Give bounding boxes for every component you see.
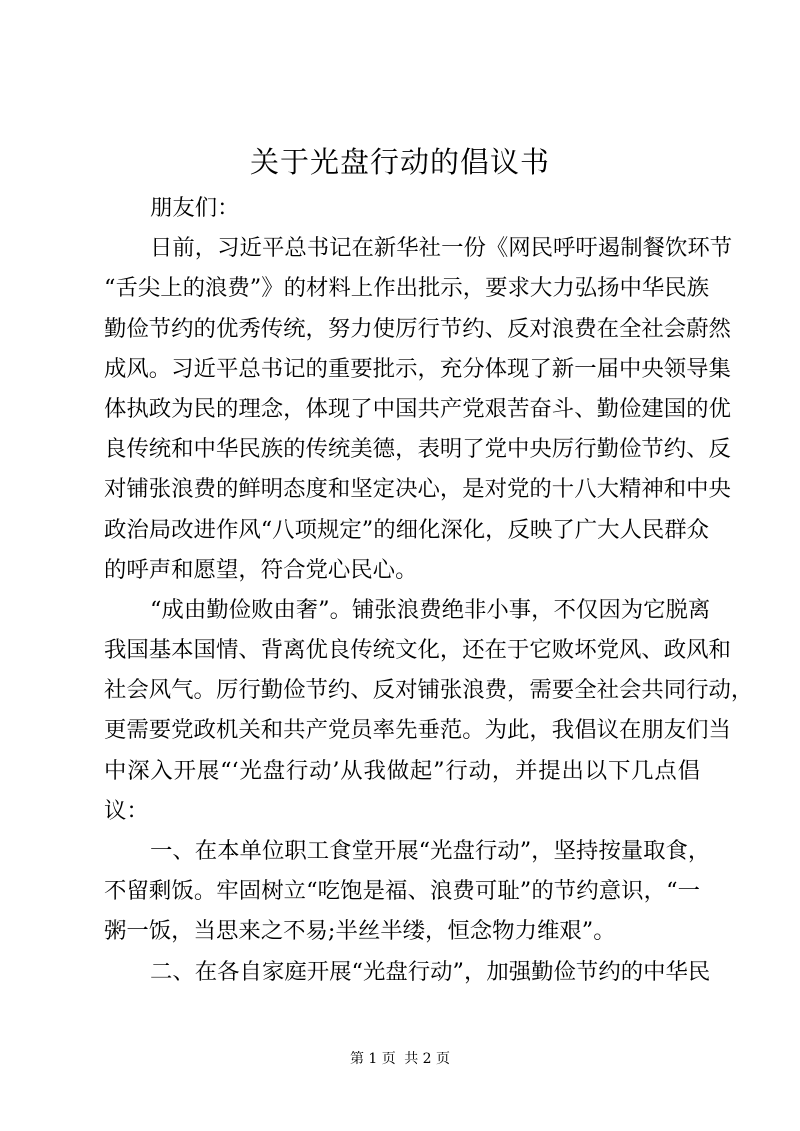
paragraph-line: 的呼声和愿望，符合党心民心。 xyxy=(104,556,418,583)
paragraph-line: 议： xyxy=(104,797,149,824)
paragraph-2 xyxy=(104,590,754,831)
paragraph-line: 社会风气。厉行勤俭节约、反对铺张浪费，需要全社会共同行动， xyxy=(104,677,754,704)
paragraph-line: 我国基本国情、背离优良传统文化，还在于它败坏党风、政风和 xyxy=(104,637,731,664)
paragraph-line: 不留剩饭。牢固树立“吃饱是福、浪费可耻”的节约意识，“一 xyxy=(104,878,700,905)
paragraph-line: 成风。习近平总书记的重要批示，充分体现了新一届中央领导集 xyxy=(104,355,731,382)
paragraph-line: 粥一饭，当思来之不易;半丝半缕，恒念物力维艰”。 xyxy=(104,918,616,945)
paragraph-line: 体执政为民的理念，体现了中国共产党艰苦奋斗、勤俭建国的优 xyxy=(104,395,731,422)
paragraph-3 xyxy=(104,831,711,952)
paragraph-line: 二、在各自家庭开展“光盘行动”，加强勤俭节约的中华民 xyxy=(150,958,711,985)
document-title: 关于光盘行动的倡议书 xyxy=(249,145,550,179)
paragraph-4 xyxy=(104,952,711,992)
paragraph-line: 政治局改进作风“八项规定”的细化深化，反映了广大人民群众 xyxy=(104,516,710,543)
page-total: 共 2 页 xyxy=(404,1051,451,1067)
paragraph-line: 更需要党政机关和共产党员率先垂范。为此，我倡议在朋友们当 xyxy=(104,717,731,744)
salutation: 朋友们： xyxy=(150,195,240,221)
page-number: 第 1 页 xyxy=(349,1051,396,1067)
paragraph-line: 一、在本单位职工食堂开展“光盘行动”，坚持按量取食， xyxy=(150,838,711,864)
paragraph-line: 勤俭节约的优秀传统，努力使厉行节约、反对浪费在全社会蔚然 xyxy=(104,315,731,342)
paragraph-line: 中深入开展“‘光盘行动’从我做起”行动，并提出以下几点倡 xyxy=(104,757,700,784)
paragraph-line: 日前，习近平总书记在新华社一份《网民呼吁遏制餐饮环节 xyxy=(150,235,733,262)
page-footer xyxy=(0,1050,800,1068)
paragraph-line: “舌尖上的浪费”》的材料上作出批示，要求大力弘扬中华民族 xyxy=(104,275,710,302)
paragraph-line: “成由勤俭败由奢”。铺张浪费绝非小事，不仅因为它脱离 xyxy=(150,596,711,623)
paragraph-1 xyxy=(104,228,733,590)
document-body xyxy=(104,188,754,992)
paragraph-line: 对铺张浪费的鲜明态度和坚定决心，是对党的十八大精神和中央 xyxy=(104,476,731,503)
paragraph-line: 良传统和中华民族的传统美德，表明了党中央厉行勤俭节约、反 xyxy=(104,436,731,463)
